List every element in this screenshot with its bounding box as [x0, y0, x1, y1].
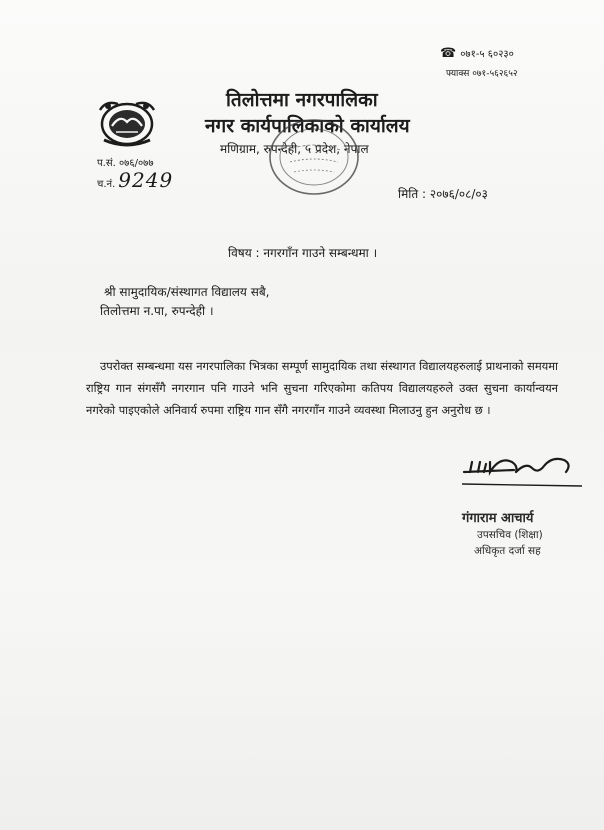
signatory-authority: अधिकृत दर्जा सह: [474, 545, 541, 557]
dispatch-number: च.नं. 9249: [97, 168, 174, 192]
handwritten-signature-icon: [460, 448, 584, 492]
fax-number: फ्याक्स ०७१-५६२६५२: [446, 69, 518, 79]
recipient-line1: श्री सामुदायिक/संस्थागत विद्यालय सबै,: [104, 285, 270, 299]
office-seal-stamp-icon: [266, 116, 362, 198]
office-address: मणिग्राम, रुपन्देही, ५ प्रदेश, नेपाल: [220, 142, 369, 156]
letter-date: मिति : २०७६/०८/०३: [398, 187, 488, 201]
municipality-emblem-icon: [96, 96, 158, 148]
recipient-line2: तिलोत्तमा न.पा, रुपन्देही ।: [100, 304, 214, 318]
reference-number: प.सं. ०७६/०७७: [97, 158, 154, 169]
letter-subject: विषय : नगरगाँन गाउने सम्बन्धमा ।: [228, 246, 378, 260]
telephone-icon: ☎: [440, 46, 457, 61]
letter-body: उपरोक्त सम्बन्धमा यस नगरपालिका भित्रका सम्पूर्ण सामुदायिक तथा संस्थागत विद्यालयहरुलाई प्राथनाको समयमा राष्ट्रिय गान संगसँगै नगरगान पनि गाउने भनि सुचना गरिएकोमा कतिपय विद्यालयहरुले उक्त सुचना कार्यान्वयन नगरेको पाइएकोले अनिवार्य रुपमा राष्ट्रिय गान सँगै नगरगाँन गाउने व्यवस्था मिलाउनु हुन अनुरोध छ ।: [86, 359, 558, 417]
dispatch-number-value: 9249: [118, 168, 174, 192]
phone-number: ☎ ०७१-५ ६०२३०: [440, 46, 514, 61]
office-title-line1: तिलोत्तमा नगरपालिका: [226, 89, 378, 111]
signatory-designation: उपसचिव (शिक्षा): [477, 529, 543, 541]
signatory-name: गंगाराम आचार्य: [462, 511, 534, 526]
office-title-line2: नगर कार्यपालिकाको कार्यालय: [205, 115, 410, 137]
